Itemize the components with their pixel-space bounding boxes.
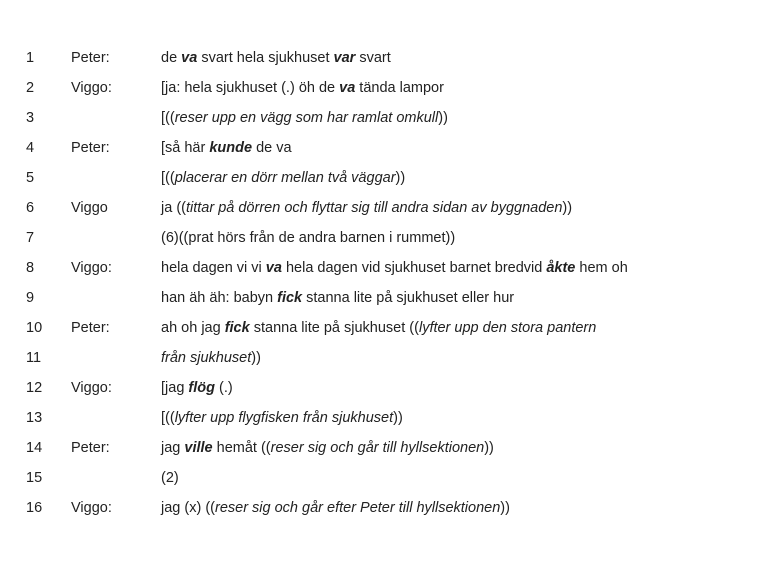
transcript-line bbox=[0, 433, 783, 463]
action-description: från sjukhuset bbox=[161, 350, 252, 366]
utterance bbox=[161, 493, 510, 523]
transcript-line bbox=[0, 73, 783, 103]
speaker-label: Viggo: bbox=[71, 80, 112, 96]
action-description: reser upp en vägg som har ramlat omkull bbox=[174, 110, 439, 126]
line-number: 15 bbox=[26, 470, 43, 486]
utterance bbox=[161, 133, 292, 163]
transcript-line bbox=[0, 223, 783, 253]
action-description: reser sig och går till hyllsektionen bbox=[270, 440, 485, 456]
speech-text: [(( bbox=[161, 170, 175, 186]
line-number: 12 bbox=[26, 380, 43, 396]
action-description: lyfter upp den stora pantern bbox=[418, 320, 597, 336]
speech-text: (.) bbox=[215, 380, 233, 396]
speech-text: hela dagen vi vi bbox=[161, 260, 266, 276]
action-description: placerar en dörr mellan två väggar bbox=[174, 170, 396, 186]
line-number: 14 bbox=[26, 440, 43, 456]
emphasized-word: kunde bbox=[209, 140, 253, 156]
speech-text: )) bbox=[484, 440, 494, 456]
transcript-line bbox=[0, 463, 783, 493]
speech-text: hem oh bbox=[575, 260, 628, 276]
utterance bbox=[161, 73, 444, 103]
action-description: lyfter upp flygfisken från sjukhuset bbox=[174, 410, 394, 426]
utterance bbox=[161, 313, 596, 343]
transcript-line bbox=[0, 193, 783, 223]
speaker-label: Viggo: bbox=[71, 380, 112, 396]
transcript-line bbox=[0, 313, 783, 343]
line-number: 2 bbox=[26, 80, 35, 96]
utterance bbox=[161, 253, 628, 283]
transcript-line bbox=[0, 133, 783, 163]
speech-text: stanna lite på sjukhuset eller hur bbox=[302, 290, 515, 306]
action-description: reser sig och går efter Peter till hyllsektionen bbox=[214, 500, 501, 516]
speaker-label: Viggo: bbox=[71, 500, 112, 516]
transcript bbox=[0, 43, 783, 523]
speech-text: tända lampor bbox=[355, 80, 444, 96]
speech-text: (6)((prat hörs från de andra barnen i rummet)) bbox=[161, 230, 456, 246]
emphasized-word: ville bbox=[184, 440, 213, 456]
line-number: 10 bbox=[26, 320, 43, 336]
speech-text: [(( bbox=[161, 410, 175, 426]
speech-text: stanna lite på sjukhuset (( bbox=[249, 320, 419, 336]
speech-text: ja (( bbox=[161, 200, 186, 216]
utterance bbox=[161, 403, 403, 433]
speech-text: )) bbox=[562, 200, 573, 216]
speaker-label: Peter: bbox=[71, 140, 110, 156]
transcript-line bbox=[0, 253, 783, 283]
speech-text: [jag bbox=[161, 380, 189, 396]
speaker-label: Peter: bbox=[71, 440, 110, 456]
speech-text: han äh äh: babyn bbox=[161, 290, 278, 306]
line-number: 7 bbox=[26, 230, 35, 246]
line-number: 16 bbox=[26, 500, 43, 516]
utterance bbox=[161, 223, 455, 253]
line-number: 11 bbox=[26, 350, 42, 366]
utterance bbox=[161, 373, 233, 403]
transcript-line bbox=[0, 343, 783, 373]
speech-text: jag (x) (( bbox=[161, 500, 215, 516]
line-number: 8 bbox=[26, 260, 35, 276]
line-number: 5 bbox=[26, 170, 35, 186]
speech-text: )) bbox=[393, 410, 403, 426]
emphasized-word: fick bbox=[277, 290, 303, 306]
utterance bbox=[161, 433, 494, 463]
speech-text: jag bbox=[161, 440, 185, 456]
speech-text: (2) bbox=[161, 470, 179, 486]
line-number: 1 bbox=[26, 50, 35, 66]
speech-text: [(( bbox=[161, 110, 175, 126]
utterance bbox=[161, 163, 405, 193]
speech-text: de va bbox=[252, 140, 292, 156]
emphasized-word: var bbox=[333, 50, 356, 66]
speaker-label: Viggo: bbox=[71, 260, 112, 276]
speech-text: )) bbox=[500, 500, 510, 516]
utterance bbox=[161, 343, 261, 373]
speech-text: )) bbox=[251, 350, 261, 366]
line-number: 6 bbox=[26, 200, 35, 216]
speech-text: [ja: hela sjukhuset (.) öh de bbox=[161, 80, 340, 96]
utterance bbox=[161, 43, 391, 73]
speaker-label: Viggo bbox=[71, 200, 108, 216]
utterance bbox=[161, 463, 179, 493]
transcript-line bbox=[0, 283, 783, 313]
speech-text: hemåt (( bbox=[212, 440, 271, 456]
utterance bbox=[161, 103, 448, 133]
emphasized-word: va bbox=[181, 50, 198, 66]
transcript-line bbox=[0, 103, 783, 133]
transcript-line bbox=[0, 43, 783, 73]
line-number: 3 bbox=[26, 110, 35, 126]
speech-text: svart bbox=[355, 50, 391, 66]
emphasized-word: va bbox=[265, 260, 282, 276]
emphasized-word: flög bbox=[188, 380, 215, 396]
line-number: 4 bbox=[26, 140, 35, 156]
speech-text: de bbox=[161, 50, 182, 66]
speech-text: ah oh jag bbox=[161, 320, 225, 336]
speech-text: )) bbox=[438, 110, 448, 126]
line-number: 13 bbox=[26, 410, 43, 426]
emphasized-word: fick bbox=[224, 320, 250, 336]
transcript-line bbox=[0, 373, 783, 403]
utterance bbox=[161, 193, 572, 223]
speech-text: hela dagen vid sjukhuset barnet bredvid bbox=[281, 260, 547, 276]
action-description: tittar på dörren och flyttar sig till andra sidan av byggnaden bbox=[185, 200, 563, 216]
line-number: 9 bbox=[26, 290, 35, 306]
transcript-line bbox=[0, 403, 783, 433]
emphasized-word: åkte bbox=[546, 260, 576, 276]
speech-text: )) bbox=[395, 170, 406, 186]
utterance bbox=[161, 283, 514, 313]
speaker-label: Peter: bbox=[71, 320, 110, 336]
speech-text: svart hela sjukhuset bbox=[197, 50, 334, 66]
transcript-line bbox=[0, 493, 783, 523]
transcript-line bbox=[0, 163, 783, 193]
emphasized-word: va bbox=[339, 80, 356, 96]
speech-text: [så här bbox=[161, 140, 210, 156]
speaker-label: Peter: bbox=[71, 50, 110, 66]
